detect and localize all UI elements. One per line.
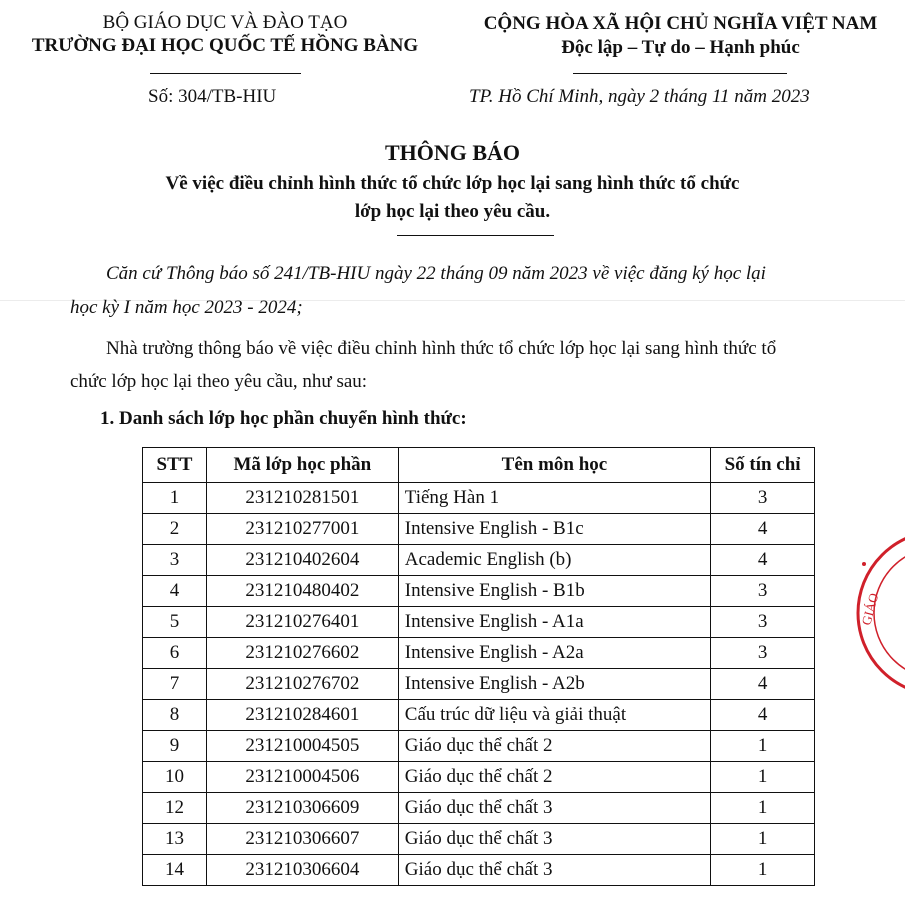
cell-subject-name: Cấu trúc dữ liệu và giải thuật [398,700,710,731]
table-row [143,514,815,545]
cell-stt: 13 [143,824,207,855]
cell-subject-name: Academic English (b) [398,545,710,576]
table-row [143,762,815,793]
cell-class-code: 231210277001 [206,514,398,545]
cell-credits: 3 [711,607,815,638]
national-motto: Độc lập – Tự do – Hạnh phúc [561,37,800,58]
cell-credits: 3 [711,483,815,514]
cell-subject-name: Intensive English - A2b [398,669,710,700]
cell-class-code: 231210004505 [206,731,398,762]
cell-stt: 12 [143,793,207,824]
cell-credits: 4 [711,669,815,700]
document-number: Số: 304/TB-HIU [148,86,277,107]
cell-class-code: 231210402604 [206,545,398,576]
cell-credits: 1 [711,762,815,793]
table-row [143,483,815,514]
table-row [143,700,815,731]
cell-credits: 4 [711,545,815,576]
table-row [143,669,815,700]
cell-credits: 3 [711,638,815,669]
cell-subject-name: Intensive English - A2a [398,638,710,669]
table-row [143,824,815,855]
country-name: CỘNG HÒA XÃ HỘI CHỦ NGHĨA VIỆT NAM [483,13,878,34]
cell-stt: 3 [143,545,207,576]
stamp-dot [862,562,866,566]
cell-stt: 9 [143,731,207,762]
course-table [142,447,815,886]
cell-class-code: 231210276702 [206,669,398,700]
cell-credits: 1 [711,793,815,824]
cell-subject-name: Intensive English - B1b [398,576,710,607]
motto-underline [573,73,787,74]
cell-class-code: 231210276401 [206,607,398,638]
cell-credits: 1 [711,731,815,762]
stamp-inner-ring [874,547,905,679]
document-title: THÔNG BÁO [384,140,521,165]
cell-stt: 4 [143,576,207,607]
issuer-underline [150,73,301,74]
cell-class-code: 231210306609 [206,793,398,824]
cell-subject-name: Giáo dục thể chất 2 [398,762,710,793]
header-stt: STT [143,448,207,483]
cell-class-code: 231210306604 [206,855,398,886]
official-stamp [852,528,905,698]
cell-class-code: 231210480402 [206,576,398,607]
cell-class-code: 231210284601 [206,700,398,731]
cell-credits: 1 [711,855,815,886]
cell-stt: 5 [143,607,207,638]
table-row [143,545,815,576]
title-underline [397,235,554,236]
cell-subject-name: Intensive English - A1a [398,607,710,638]
cell-class-code: 231210276602 [206,638,398,669]
cell-credits: 4 [711,514,815,545]
issuer-block [10,12,440,58]
table-row [143,638,815,669]
header-subject-name: Tên môn học [398,448,710,483]
notice-paragraph-line1: Nhà trường thông báo về việc điều chỉnh hình thức tổ chức lớp học lại sang hình thức tổ [106,338,777,359]
cell-class-code: 231210281501 [206,483,398,514]
table-row [143,607,815,638]
header-class-code: Mã lớp học phần [206,448,398,483]
cell-stt: 2 [143,514,207,545]
cell-subject-name: Giáo dục thể chất 3 [398,793,710,824]
cell-credits: 4 [711,700,815,731]
cell-stt: 1 [143,483,207,514]
cell-subject-name: Giáo dục thể chất 2 [398,731,710,762]
national-header [458,12,903,60]
place-date: TP. Hồ Chí Minh, ngày 2 tháng 11 năm 2023 [469,86,810,107]
cell-class-code: 231210004506 [206,762,398,793]
cell-credits: 3 [711,576,815,607]
table-row [143,855,815,886]
table-row [143,793,815,824]
ministry-name: BỘ GIÁO DỤC VÀ ĐÀO TẠO [102,12,348,33]
cell-subject-name: Giáo dục thể chất 3 [398,824,710,855]
document-subtitle-line2: lớp học lại theo yêu cầu. [354,201,551,222]
cell-stt: 6 [143,638,207,669]
cell-stt: 8 [143,700,207,731]
cell-subject-name: Intensive English - B1c [398,514,710,545]
cell-stt: 10 [143,762,207,793]
document-subtitle-line1: Về việc điều chỉnh hình thức tổ chức lớp học lại sang hình thức tổ chức [165,173,740,194]
cell-class-code: 231210306607 [206,824,398,855]
section-heading: 1. Danh sách lớp học phần chuyển hình thức: [100,408,467,429]
basis-paragraph-line1: Căn cứ Thông báo số 241/TB-HIU ngày 22 tháng 09 năm 2023 về việc đăng ký học lại [106,263,766,284]
table-header-row [143,448,815,483]
header-credits: Số tín chỉ [711,448,815,483]
stamp-text: GIÁO [858,591,882,627]
table-row [143,576,815,607]
cell-stt: 7 [143,669,207,700]
notice-paragraph-line2: chức lớp học lại theo yêu cầu, như sau: [70,371,368,392]
cell-stt: 14 [143,855,207,886]
table-row [143,731,815,762]
basis-paragraph-line2: học kỳ I năm học 2023 - 2024; [70,297,303,318]
cell-subject-name: Tiếng Hàn 1 [398,483,710,514]
cell-credits: 1 [711,824,815,855]
university-name: TRƯỜNG ĐẠI HỌC QUỐC TẾ HỒNG BÀNG [31,35,419,56]
cell-subject-name: Giáo dục thể chất 3 [398,855,710,886]
